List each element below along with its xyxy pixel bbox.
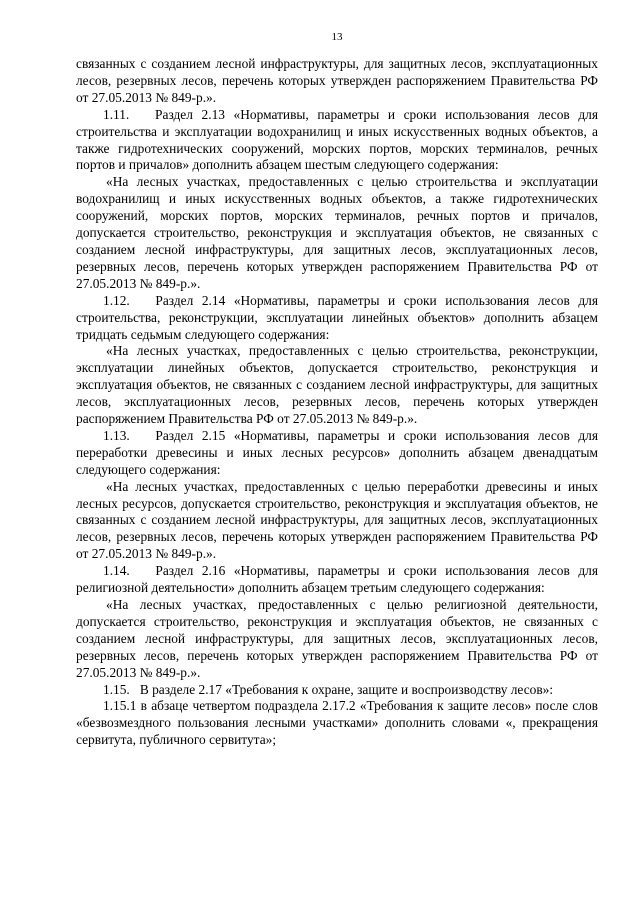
document-page (76, 30, 598, 749)
paragraph-item-1-14: 1.14. Раздел 2.16 «Нормативы, параметры и сроки использования лесов для религиозной деятельности» дополнить абзацем третьим следующего содержания: (76, 563, 598, 596)
paragraph-item-1-15-1: 1.15.1 в абзаце четвертом подраздела 2.17.2 «Требования к защите лесов» после слов «безвозмездного пользования лесными участками» дополнить словами «, прекращения сервитута, публичного сервитута»; (76, 698, 598, 748)
paragraph-item-1-11: 1.11. Раздел 2.13 «Нормативы, параметры и сроки использования лесов для строительства и эксплуатации водохранилищ и иных искусственных водных объектов, а также гидротехнических сооружений, морских портов, морских терминалов, речных портов и причалов» дополнить абзацем шестым следующего содержания: (76, 106, 598, 173)
paragraph-item-1-12: 1.12. Раздел 2.14 «Нормативы, параметры и сроки использования лесов для строительства, реконструкции, эксплуатации линейных объектов» дополнить абзацем тридцать седьмым следующего содержания: (76, 292, 598, 342)
paragraph-quote-1-13: «На лесных участках, предоставленных с целью переработки древесины и иных лесных ресурсов, допускается строительство, реконструкция и эксплуатация объектов, не связанных с созданием лесной инфраструктуры, для защитных лесов, эксплуатационных лесов, резервных лесов, перечень которых утвержден распоряжением Правительства РФ от 27.05.2013 № 849-р.». (76, 478, 598, 562)
paragraph-item-1-13: 1.13. Раздел 2.15 «Нормативы, параметры и сроки использования лесов для переработки древесины и иных лесных ресурсов» дополнить абзацем двенадцатым следующего содержания: (76, 427, 598, 477)
paragraph-quote-1-14: «На лесных участках, предоставленных с целью религиозной деятельности, допускается строительство, реконструкция и эксплуатация объектов, не связанных с созданием лесной инфраструктуры, для защитных лесов, эксплуатационных лесов, резервных лесов, перечень которых утвержден распоряжением Правительства РФ от 27.05.2013 № 849-р.». (76, 597, 598, 680)
paragraph-quote-1-12: «На лесных участках, предоставленных с целью строительства, реконструкции, эксплуатации линейных объектов, допускается строительство, реконструкция и эксплуатация объектов, не связанных с созданием лесной инфраструктуры, для защитных лесов, эксплуатационных лесов, резервных лесов, перечень которых утвержден распоряжением Правительства РФ от 27.05.2013 № 849-р.». (76, 343, 598, 427)
paragraph-item-1-15: 1.15. В разделе 2.17 «Требования к охране, защите и воспроизводству лесов»: (103, 681, 554, 697)
page-number: 13 (331, 31, 343, 43)
paragraph-continuation: связанных с созданием лесной инфраструктуры, для защитных лесов, эксплуатационных лесов, резервных лесов, перечень которых утвержден распоряжением Правительства РФ от 27.05.2013 № 849-р.». (76, 56, 598, 105)
paragraph-quote-1-11: «На лесных участках, предоставленных с целью строительства и эксплуатации водохранилищ и иных искусственных водных объектов, а также гидротехнических сооружений, морских портов, морских терминалов, речных портов и причалов, допускается строительство, реконструкция и эксплуатация объектов, не связанных с созданием лесной инфраструктуры, для защитных лесов, эксплуатационных лесов, резервных лесов, перечень которых утвержден распоряжением Правительства РФ от 27.05.2013 № 849-р.». (76, 174, 598, 291)
